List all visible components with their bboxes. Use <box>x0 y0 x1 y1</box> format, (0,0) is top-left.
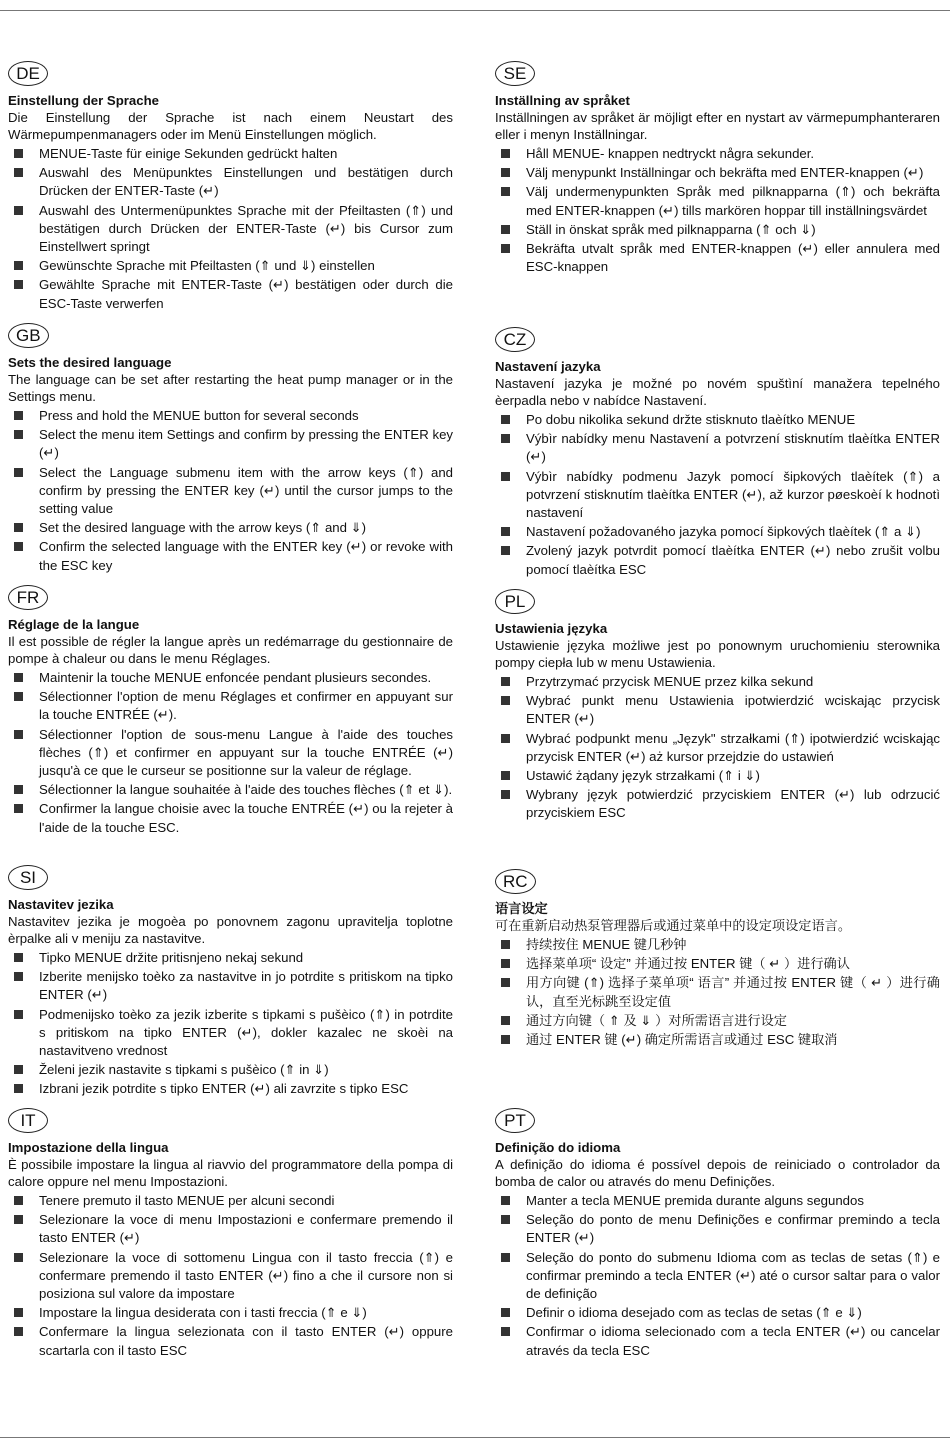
step-text: Set the desired language with the arrow keys (⇑ and ⇓) <box>39 520 367 536</box>
top-rule <box>0 10 950 11</box>
step-item <box>8 688 453 724</box>
step-text: 持续按住 MENUE 键几秒钟 <box>526 937 687 952</box>
step-item <box>8 1192 453 1210</box>
square-bullet-icon <box>14 1065 23 1074</box>
step-item <box>8 669 453 687</box>
square-bullet-icon <box>14 261 23 270</box>
step-text: Definir o idioma desejado com as teclas de setas (⇑ e ⇓) <box>526 1305 862 1321</box>
step-item <box>8 164 453 200</box>
section-title: Einstellung der Sprache <box>8 93 159 108</box>
step-item <box>495 730 940 766</box>
section-title: Ustawienia języka <box>495 621 608 636</box>
step-text: Izbrani jezik potrdite s tipko ENTER (↵) ali zavrzite s tipko ESC <box>39 1081 409 1097</box>
step-text: Sélectionner l'option de sous-menu Langue à l'aide des touches flèches (⇑) et confirmer en appuyant sur la touche ENTRÉE (↵) jusqu'à ce que le curseur se positionne sur la valeur de réglage. <box>39 726 453 779</box>
square-bullet-icon <box>501 677 510 686</box>
section-se <box>495 61 940 277</box>
step-text: Manter a tecla MENUE premida durante alguns segundos <box>526 1193 864 1208</box>
step-item <box>8 519 453 537</box>
step-item <box>495 673 940 691</box>
step-text: Välj menypunkt Inställningar och bekräfta med ENTER-knappen (↵) <box>526 165 924 181</box>
step-text: Wybrany język potwierdzić przyciskiem ENTER (↵) lub odrzucić przyciskiem ESC <box>526 787 940 821</box>
square-bullet-icon <box>14 523 23 532</box>
step-item <box>495 164 940 182</box>
step-item <box>495 542 940 578</box>
step-text: MENUE-Taste für einige Sekunden gedrückt halten <box>39 146 338 161</box>
step-text: 选择菜单项“ 设定” 并通过按 ENTER 键（ ↵ ）进行确认 <box>526 956 850 972</box>
language-code-badge: FR <box>8 585 48 610</box>
language-code-badge: SE <box>495 61 535 86</box>
step-text: Tipko MENUE držite pritisnjeno nekaj sekund <box>39 950 304 965</box>
step-text: Przytrzymać przycisk MENUE przez kilka sekund <box>526 674 814 689</box>
section-gb <box>8 323 453 576</box>
section-intro: Inställningen av språket är möjligt efter en nystart av värmepumphanteraren eller i menyn Inställningar. <box>495 110 940 142</box>
section-rc <box>495 869 940 1050</box>
square-bullet-icon <box>14 673 23 682</box>
square-bullet-icon <box>14 1308 23 1317</box>
step-text: Zvolený jazyk potvrdit pomocí tlaèítka ENTER (↵) nebo zrušit volbu pomocí tlaèítka ESC <box>526 543 940 577</box>
step-text: Želeni jezik nastavite s tipkami s pušèico (⇑ in ⇓) <box>39 1062 329 1078</box>
language-code-badge: RC <box>495 869 536 894</box>
step-item <box>495 411 940 429</box>
step-text: Seleção do ponto do submenu Idioma com as teclas de setas (⇑) e confirmar premindo a tecla ENTER (↵) até o cursor saltar para o valor de definição <box>526 1249 940 1302</box>
step-list <box>495 1192 940 1360</box>
square-bullet-icon <box>501 734 510 743</box>
step-text: Podmenijsko toèko za jezik izberite s tipkami s pušèico (⇑) in potrdite s pritiskom na tipko ENTER (↵), dokler kazalec ne skoèi na nastavitveno vrednost <box>39 1006 453 1059</box>
square-bullet-icon <box>501 1308 510 1317</box>
square-bullet-icon <box>501 1327 510 1336</box>
step-text: Bekräfta utvalt språk med ENTER-knappen (↵) eller annulera med ESC-knappen <box>526 241 940 275</box>
section-cz <box>495 327 940 580</box>
square-bullet-icon <box>14 168 23 177</box>
section-intro: 可在重新启动热泵管理器后或通过菜单中的设定项设定语言。 <box>495 918 852 933</box>
section-pt <box>495 1108 940 1361</box>
step-item <box>495 1304 940 1322</box>
step-text: Výbìr nabídky menu Nastavení a potvrzení stisknutím tlaèítka ENTER (↵) <box>526 431 940 465</box>
square-bullet-icon <box>14 1084 23 1093</box>
step-text: Gewünschte Sprache mit Pfeiltasten (⇑ und ⇓) einstellen <box>39 258 375 274</box>
square-bullet-icon <box>14 972 23 981</box>
step-text: Confirmar o idioma selecionado com a tecla ENTER (↵) ou cancelar através da tecla ESC <box>526 1324 940 1358</box>
square-bullet-icon <box>501 187 510 196</box>
step-text: Ustawić żądany język strzałkami (⇑ i ⇓) <box>526 768 760 784</box>
step-item <box>495 468 940 523</box>
step-item <box>8 1323 453 1359</box>
step-text: Selezionare la voce di sottomenu Lingua con il tasto freccia (⇑) e confermare premendo il tasto ENTER (↵) fino a che il cursore non si posiziona sul valore da impostare <box>39 1249 453 1302</box>
square-bullet-icon <box>501 771 510 780</box>
step-text: Wybrać punkt menu Ustawienia ipotwierdzić wciskając przycisk ENTER (↵) <box>526 693 940 727</box>
square-bullet-icon <box>14 804 23 813</box>
square-bullet-icon <box>501 168 510 177</box>
step-text: Confirm the selected language with the ENTER key (↵) or revoke with the ESC key <box>39 539 453 573</box>
step-item <box>8 1006 453 1061</box>
step-text: Maintenir la touche MENUE enfoncée pendant plusieurs secondes. <box>39 670 432 685</box>
step-item <box>495 1323 940 1359</box>
step-text: Välj undermenypunkten Språk med pilknapparna (⇑) och bekräfta med ENTER-knappen (↵) tills markören hoppar till inställningsvärdet <box>526 184 940 218</box>
section-fr <box>8 585 453 838</box>
step-text: Po dobu nikolika sekund držte stisknuto tlaèítko MENUE <box>526 412 856 427</box>
square-bullet-icon <box>501 1215 510 1224</box>
square-bullet-icon <box>501 244 510 253</box>
step-item <box>8 781 453 799</box>
step-text: Wybrać podpunkt menu „Język" strzałkami (⇑) ipotwierdzić wciskając przycisk ENTER (↵) aż kursor przejdzie do ustawień <box>526 730 940 764</box>
section-intro: The language can be set after restarting the heat pump manager or in the Settings menu. <box>8 372 453 404</box>
step-item <box>495 183 940 219</box>
section-title: Nastavitev jezika <box>8 897 114 912</box>
section-pl <box>495 589 940 824</box>
step-item <box>8 276 453 312</box>
step-item <box>8 1304 453 1322</box>
step-item <box>495 430 940 466</box>
square-bullet-icon <box>14 692 23 701</box>
step-text: 用方向键 (⇑) 选择子菜单项“ 语言” 并通过按 ENTER 键（ ↵ ）进行确认，直至光标跳至设定值 <box>526 975 940 1009</box>
square-bullet-icon <box>501 415 510 424</box>
step-text: Ställ in önskat språk med pilknapparna (⇑ och ⇓) <box>526 221 816 237</box>
step-item <box>8 1211 453 1247</box>
step-list <box>495 936 940 1049</box>
square-bullet-icon <box>14 785 23 794</box>
step-text: Selezionare la voce di menu Impostazioni e confermare premendo il tasto ENTER (↵) <box>39 1212 453 1246</box>
step-item <box>495 240 940 276</box>
step-text: Select the Language submenu item with the arrow keys (⇑) and confirm by pressing the ENTER key (↵) until the cursor jumps to the setting value <box>39 464 453 517</box>
step-item <box>495 936 940 954</box>
step-item <box>495 523 940 541</box>
step-text: Auswahl des Menüpunktes Einstellungen und bestätigen durch Drücken der ENTER-Taste (↵) <box>39 165 453 199</box>
step-text: Výbìr nabídky podmenu Jazyk pomocí šipkových tlaèítek (⇑) a potvrzení stisknutím tlaèítka ENTER (↵), až kurzor pøeskoèí k hodnotì nastavení <box>526 468 940 521</box>
section-intro: Ustawienie języka możliwe jest po ponownym uruchomieniu sterownika pompy ciepła lub w menu Ustawienia. <box>495 638 940 670</box>
step-text: Select the menu item Settings and confirm by pressing the ENTER key (↵) <box>39 427 453 461</box>
square-bullet-icon <box>501 978 510 987</box>
square-bullet-icon <box>501 149 510 158</box>
step-item <box>8 1249 453 1304</box>
step-text: Confermare la lingua selezionata con il tasto ENTER (↵) oppure scartarla con il tasto ESC <box>39 1324 453 1358</box>
language-code-badge: SI <box>8 865 48 890</box>
step-text: Confirmer la langue choisie avec la touche ENTRÉE (↵) ou la rejeter à l'aide de la touche ESC. <box>39 801 453 835</box>
square-bullet-icon <box>501 527 510 536</box>
section-intro: Nastavitev jezika je mogoèa po ponovnem zagonu upravitelja toplotne èrpalke ali v meniju za nastavitve. <box>8 914 453 946</box>
step-list <box>8 145 453 313</box>
step-item <box>8 257 453 275</box>
square-bullet-icon <box>501 1196 510 1205</box>
step-list <box>8 949 453 1099</box>
step-item <box>8 1061 453 1079</box>
square-bullet-icon <box>14 468 23 477</box>
square-bullet-icon <box>501 696 510 705</box>
square-bullet-icon <box>501 790 510 799</box>
square-bullet-icon <box>14 411 23 420</box>
language-code-badge: CZ <box>495 327 535 352</box>
square-bullet-icon <box>501 472 510 481</box>
step-text: Gewählte Sprache mit ENTER-Taste (↵) bestätigen oder durch die ESC-Taste verwerfen <box>39 277 453 311</box>
step-text: Sélectionner l'option de menu Réglages et confirmer en appuyant sur la touche ENTRÉE (↵). <box>39 689 453 723</box>
square-bullet-icon <box>501 959 510 968</box>
step-text: Tenere premuto il tasto MENUE per alcuni secondi <box>39 1193 335 1208</box>
step-list <box>495 145 940 276</box>
step-item <box>495 221 940 239</box>
step-item <box>495 1211 940 1247</box>
square-bullet-icon <box>14 206 23 215</box>
step-text: Seleção do ponto de menu Definições e confirmar premindo a tecla ENTER (↵) <box>526 1212 940 1246</box>
square-bullet-icon <box>501 225 510 234</box>
square-bullet-icon <box>501 434 510 443</box>
section-title: Inställning av språket <box>495 93 630 108</box>
section-intro: Die Einstellung der Sprache ist nach einem Neustart des Wärmepumpenmanagers oder im Menü Einstellungen möglich. <box>8 110 453 142</box>
section-title: Definição do idioma <box>495 1140 621 1155</box>
step-text: Auswahl des Untermenüpunktes Sprache mit der Pfeiltasten (⇑) und bestätigen durch Drücken der ENTER-Taste (↵) bis Cursor zum Einstellwert springt <box>39 202 453 255</box>
step-item <box>495 974 940 1010</box>
language-code-badge: IT <box>8 1108 48 1133</box>
square-bullet-icon <box>501 546 510 555</box>
section-title: Réglage de la langue <box>8 617 140 632</box>
step-item <box>8 202 453 257</box>
square-bullet-icon <box>14 953 23 962</box>
step-item <box>495 1249 940 1304</box>
step-item <box>8 968 453 1004</box>
step-item <box>495 786 940 822</box>
step-item <box>495 1031 940 1049</box>
step-list <box>8 407 453 575</box>
step-list <box>8 669 453 837</box>
section-intro: Nastavení jazyka je možné po novém spuštìní manažera tepelného èerpadla nebo v nabídce Nastavení. <box>495 376 940 408</box>
section-title: Sets the desired language <box>8 355 172 370</box>
step-item <box>8 145 453 163</box>
step-list <box>495 411 940 579</box>
square-bullet-icon <box>14 1215 23 1224</box>
square-bullet-icon <box>501 1016 510 1025</box>
step-item <box>8 426 453 462</box>
section-title: Nastavení jazyka <box>495 359 601 374</box>
step-item <box>495 145 940 163</box>
square-bullet-icon <box>501 940 510 949</box>
square-bullet-icon <box>14 1196 23 1205</box>
square-bullet-icon <box>14 730 23 739</box>
step-text: Sélectionner la langue souhaitée à l'aide des touches flèches (⇑ et ⇓). <box>39 782 453 798</box>
square-bullet-icon <box>14 1253 23 1262</box>
language-code-badge: PL <box>495 589 535 614</box>
section-de <box>8 61 453 314</box>
step-item <box>495 692 940 728</box>
step-text: Håll MENUE- knappen nedtryckt några sekunder. <box>526 146 815 161</box>
language-code-badge: PT <box>495 1108 535 1133</box>
step-text: Impostare la lingua desiderata con i tasti freccia (⇑ e ⇓) <box>39 1305 367 1321</box>
square-bullet-icon <box>14 1327 23 1336</box>
square-bullet-icon <box>14 280 23 289</box>
square-bullet-icon <box>14 542 23 551</box>
square-bullet-icon <box>501 1035 510 1044</box>
step-text: Press and hold the MENUE button for several seconds <box>39 408 359 423</box>
step-item <box>8 800 453 836</box>
square-bullet-icon <box>14 430 23 439</box>
section-intro: A definição do idioma é possível depois de reiniciado o controlador da bomba de calor ou através do menu Definições. <box>495 1157 940 1189</box>
section-it <box>8 1108 453 1361</box>
step-text: 通过 ENTER 键 (↵) 确定所需语言或通过 ESC 键取消 <box>526 1032 838 1048</box>
step-item <box>8 1080 453 1098</box>
step-item <box>8 464 453 519</box>
step-text: Nastavení požadovaného jazyka pomocí šipkových tlaèítek (⇑ a ⇓) <box>526 524 921 540</box>
square-bullet-icon <box>14 1010 23 1019</box>
section-intro: È possibile impostare la lingua al riavvio del programmatore della pompa di calore oppure nel menu Impostazioni. <box>8 1157 453 1189</box>
square-bullet-icon <box>14 149 23 158</box>
step-list <box>8 1192 453 1360</box>
language-code-badge: GB <box>8 323 49 348</box>
step-text: Izberite menijsko toèko za nastavitve in jo potrdite s pritiskom na tipko ENTER (↵) <box>39 969 453 1003</box>
step-item <box>495 955 940 973</box>
step-item <box>495 1012 940 1030</box>
bottom-rule <box>0 1437 950 1438</box>
step-item <box>8 538 453 574</box>
step-item <box>8 407 453 425</box>
section-si <box>8 865 453 1100</box>
square-bullet-icon <box>501 1253 510 1262</box>
step-text: 通过方向键（ ⇑ 及 ⇓ ）对所需语言进行设定 <box>526 1012 787 1028</box>
step-item <box>8 949 453 967</box>
step-item <box>495 767 940 785</box>
section-title: Impostazione della lingua <box>8 1140 169 1155</box>
section-intro: Il est possible de régler la langue après un redémarrage du gestionnaire de pompe à chaleur ou dans le menu Réglages. <box>8 634 453 666</box>
language-code-badge: DE <box>8 61 48 86</box>
section-title: 语言设定 <box>495 901 548 916</box>
step-list <box>495 673 940 823</box>
step-item <box>495 1192 940 1210</box>
step-item <box>8 726 453 781</box>
